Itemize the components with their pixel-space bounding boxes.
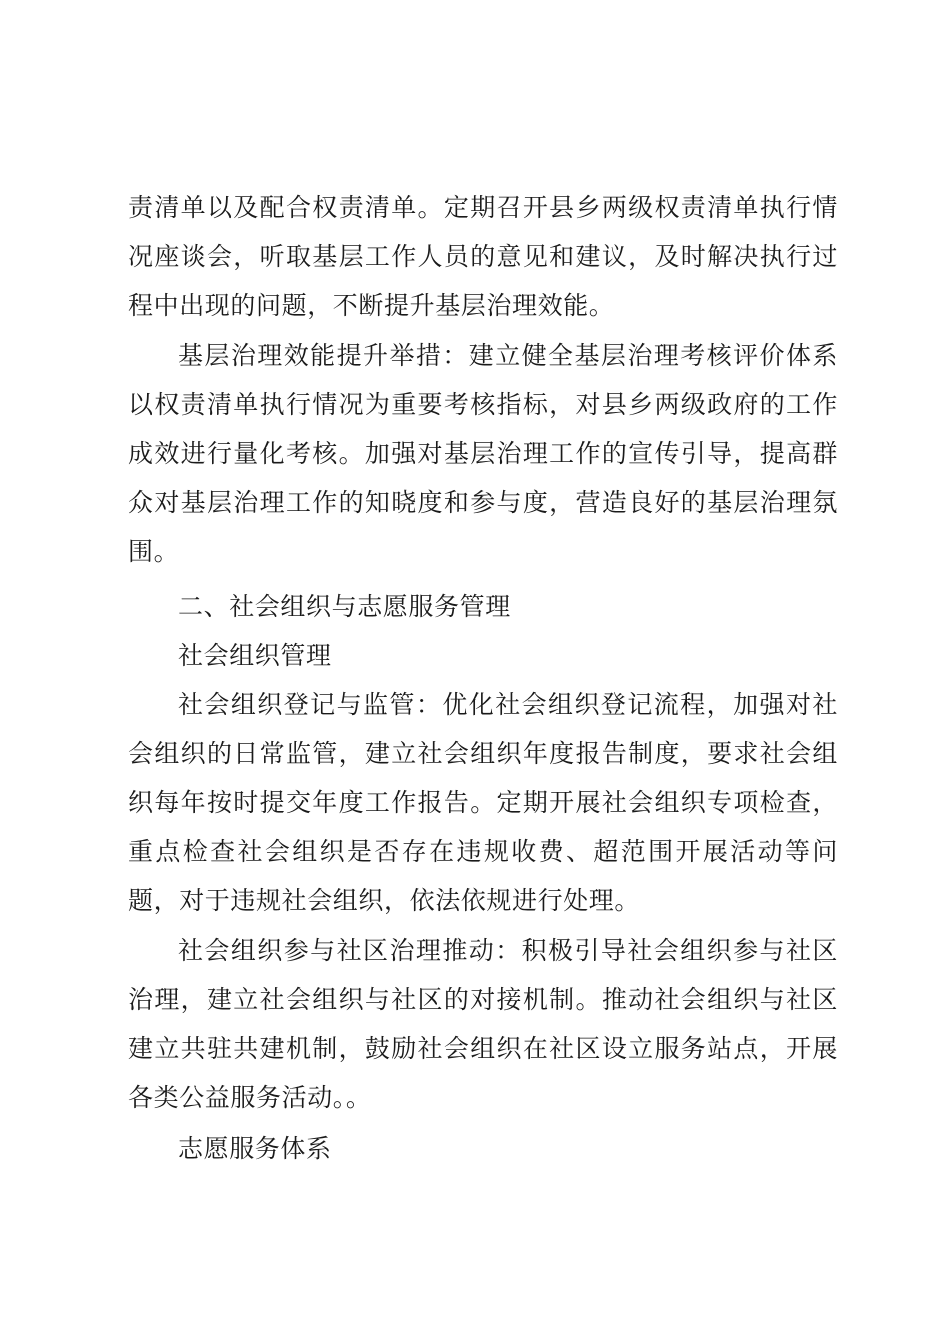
- heading-text: 二、社会组织与志愿服务管理: [178, 592, 511, 621]
- heading-text: 志愿服务体系: [178, 1134, 332, 1163]
- section-heading: [128, 582, 838, 631]
- paragraph-text: 社会组织登记与监管：优化社会组织登记流程，加强对社会组织的日常监管，建立社会组织年度报告制度，要求社会组织每年按时提交年度工作报告。定期开展社会组织专项检查，重点检查社会组织是否存在违规收费、超范围开展活动等问题，对于违规社会组织，依法依规进行处理。: [128, 690, 838, 915]
- paragraph-community-governance: [128, 926, 838, 1122]
- paragraph-text: 社会组织参与社区治理推动：积极引导社会组织参与社区治理，建立社会组织与社区的对接机制。推动社会组织与社区建立共驻共建机制，鼓励社会组织在社区设立服务站点，开展各类公益服务活动。。: [128, 936, 838, 1112]
- subsection-heading-volunteer: [128, 1124, 838, 1173]
- paragraph-registration-supervision: [128, 680, 838, 925]
- paragraph-governance-measures: [128, 331, 838, 576]
- heading-text: 社会组织管理: [178, 641, 332, 670]
- subsection-heading-social-orgs: [128, 631, 838, 680]
- paragraph-continuation: [128, 183, 838, 330]
- paragraph-text: 基层治理效能提升举措：建立健全基层治理考核评价体系以权责清单执行情况为重要考核指标，对县乡两级政府的工作成效进行量化考核。加强对基层治理工作的宣传引导，提高群众对基层治理工作的知晓度和参与度，营造良好的基层治理氛围。: [128, 341, 838, 566]
- paragraph-text: 责清单以及配合权责清单。定期召开县乡两级权责清单执行情况座谈会，听取基层工作人员的意见和建议，及时解决执行过程中出现的问题，不断提升基层治理效能。: [128, 193, 838, 320]
